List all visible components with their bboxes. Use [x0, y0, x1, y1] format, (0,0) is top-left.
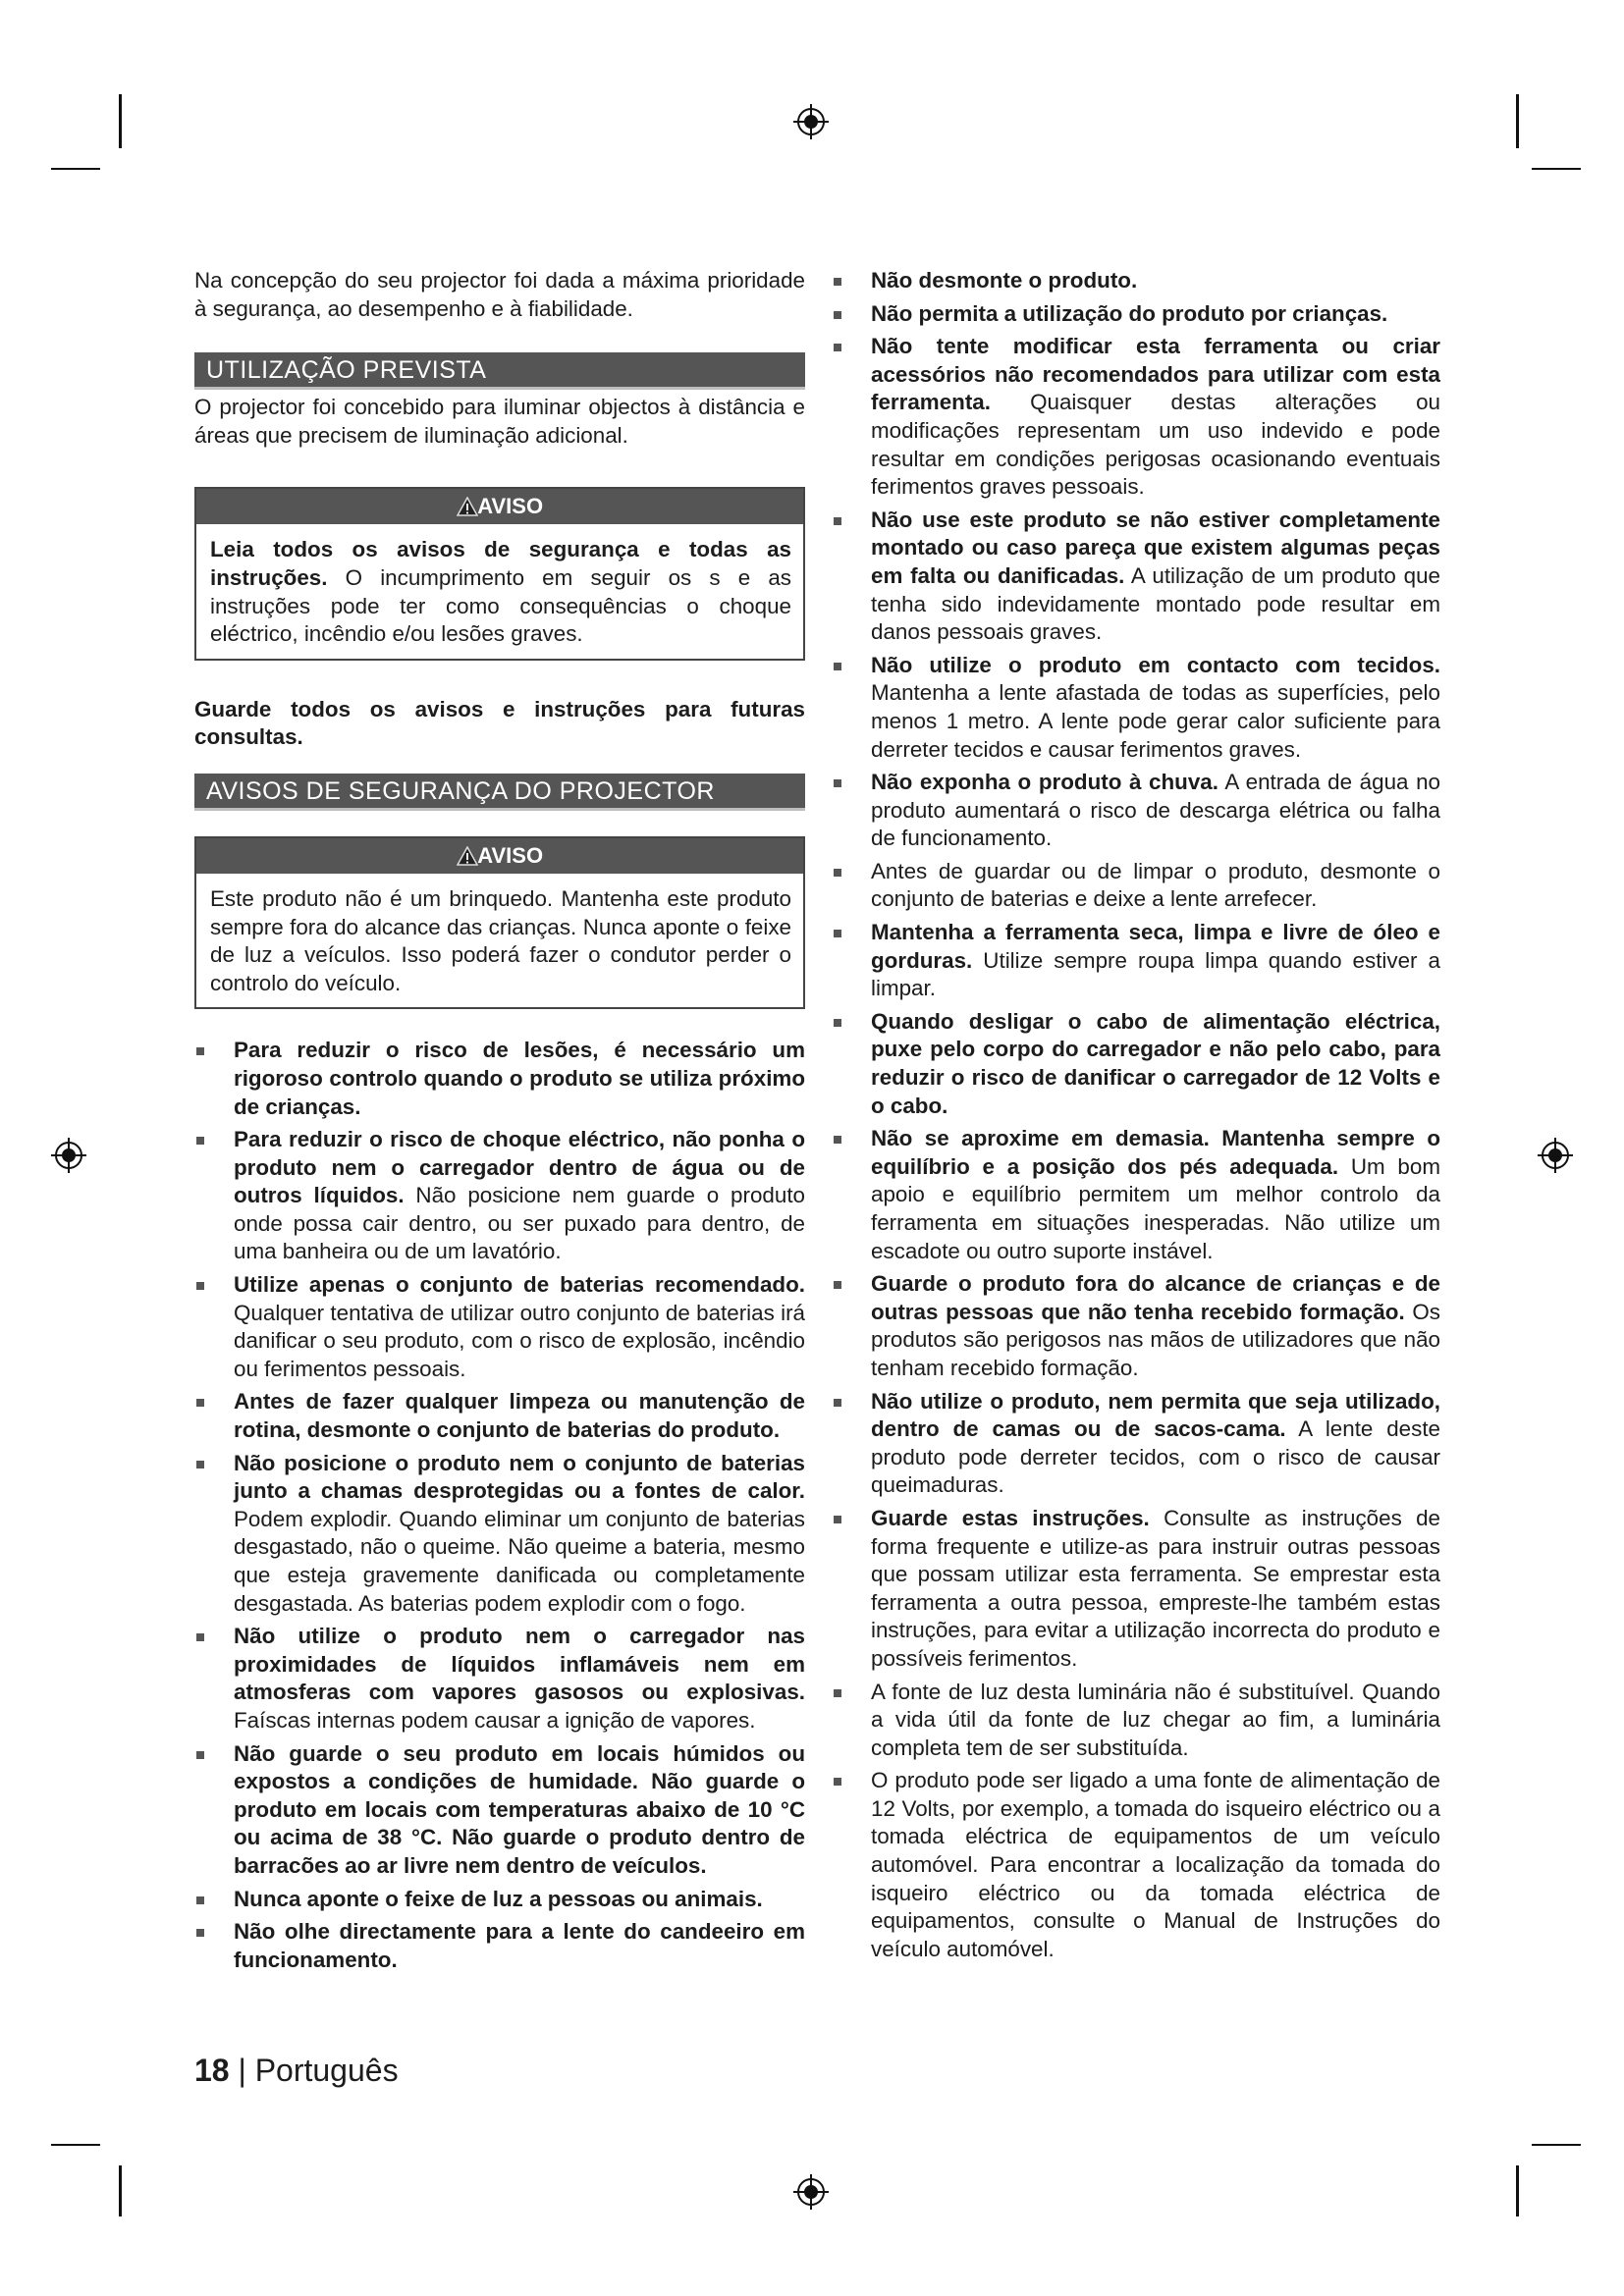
- crop-mark: [119, 94, 122, 148]
- right-bullet-list: [832, 267, 1440, 1963]
- left-column: [194, 267, 805, 1979]
- intro-paragraph: Na concepção do seu projector foi dada a máxima prioridade à segurança, ao desempenho e à fiabilidade.: [194, 268, 805, 321]
- crop-mark: [1532, 168, 1581, 170]
- list-item: Guarde estas instruções. Consulte as instruções de forma frequente e utilize-as para instruir outras pessoas que possam utilizar esta ferramenta. Se emprestar esta ferramenta a outra pessoa, empreste-lhe também estas instruções, para evitar a utilização incorrecta do produto e possíveis ferimentos.: [832, 1505, 1440, 1674]
- list-item: Não use este produto se não estiver completamente montado ou caso pareça que existem algumas peças em falta ou danificadas. A utilização de um produto que tenha sido indevidamente montado pode resultar em danos pessoais graves.: [832, 507, 1440, 647]
- bullet-square-icon: [834, 1136, 841, 1144]
- bullet-square-icon: [834, 1778, 841, 1786]
- bullet-square-icon: [196, 1896, 204, 1904]
- list-item: Não desmonte o produto.: [832, 267, 1440, 295]
- footer-separator: |: [238, 2053, 246, 2088]
- page-number: 18: [194, 2053, 230, 2088]
- bullet-square-icon: [196, 1929, 204, 1937]
- intended-use-paragraph: O projector foi concebido para iluminar objectos à distância e áreas que precisem de iluminação adicional.: [194, 395, 805, 448]
- bullet-square-icon: [834, 1399, 841, 1407]
- list-item: Para reduzir o risco de choque eléctrico, não ponha o produto nem o carregador dentro de água ou de outros líquidos. Não posicione nem guarde o produto onde possa cair dentro, ou ser puxado para dentro, de uma banheira ou de um lavatório.: [194, 1126, 805, 1266]
- bullet-square-icon: [834, 1281, 841, 1289]
- bullet-square-icon: [834, 1019, 841, 1027]
- crop-mark: [1532, 2144, 1581, 2146]
- keep-instructions-note: Guarde todos os avisos e instruções para futuras consultas.: [194, 696, 805, 750]
- bullet-square-icon: [196, 1751, 204, 1759]
- warning-title-text: AVISO: [477, 842, 544, 868]
- left-bullet-list: [194, 1037, 805, 1974]
- warning-box: [194, 487, 805, 660]
- list-item: Utilize apenas o conjunto de baterias recomendado. Qualquer tentativa de utilizar outro conjunto de baterias irá danificar o seu produto, com o risco de explosão, incêndio ou ferimentos pessoais.: [194, 1271, 805, 1383]
- warning-triangle-icon: [457, 497, 478, 516]
- bullet-square-icon: [834, 517, 841, 525]
- bullet-square-icon: [196, 1633, 204, 1641]
- footer-language: Português: [254, 2053, 399, 2088]
- list-item: Não utilize o produto nem o carregador nas proximidades de líquidos inflamáveis nem em atmosferas com vapores gasosos ou explosivas. Faíscas internas podem causar a ignição de vapores.: [194, 1623, 805, 1735]
- list-item: Não utilize o produto, nem permita que seja utilizado, dentro de camas ou de sacos-cama. A lente deste produto pode derreter tecidos, com o risco de causar queimaduras.: [832, 1388, 1440, 1500]
- bullet-square-icon: [834, 278, 841, 286]
- warning-body-text: O incumprimento em seguir os s e as instruções pode ter como consequências o choque eléctrico, incêndio e/ou lesões graves.: [210, 564, 791, 647]
- list-item: Mantenha a ferramenta seca, limpa e livre de óleo e gorduras. Utilize sempre roupa limpa quando estiver a limpar.: [832, 919, 1440, 1003]
- list-item: Não tente modificar esta ferramenta ou criar acessórios não recomendados para utilizar com esta ferramenta. Quaisquer destas alterações ou modificações representam um uso indevido e pode resultar em condições perigosas ocasionando eventuais ferimentos graves pessoais.: [832, 333, 1440, 502]
- list-item: A fonte de luz desta luminária não é substituível. Quando a vida útil da fonte de luz chegar ao fim, a luminária completa tem de ser substituída.: [832, 1679, 1440, 1763]
- bullet-square-icon: [834, 344, 841, 351]
- bullet-square-icon: [834, 663, 841, 670]
- page-footer: [194, 2053, 399, 2089]
- registration-mark-icon: [51, 1138, 86, 1173]
- bullet-square-icon: [196, 1282, 204, 1290]
- crop-mark: [51, 168, 100, 170]
- warning-body: [196, 524, 803, 658]
- list-item: Guarde o produto fora do alcance de crianças e de outras pessoas que não tenha recebido formação. Os produtos são perigosos nas mãos de utilizadores que não tenham recebido formação.: [832, 1270, 1440, 1382]
- bullet-square-icon: [196, 1137, 204, 1145]
- warning-triangle-icon: [457, 846, 478, 866]
- bullet-square-icon: [834, 869, 841, 877]
- list-item: Não posicione o produto nem o conjunto de baterias junto a chamas desprotegidas ou a fontes de calor. Podem explodir. Quando eliminar um conjunto de baterias desgastado, não o queime. Não queime a bateria, mesmo que esteja gravemente danificada ou completamente desgastada. As baterias podem explodir com o fogo.: [194, 1450, 805, 1619]
- list-item: Antes de fazer qualquer limpeza ou manutenção de rotina, desmonte o conjunto de baterias do produto.: [194, 1388, 805, 1444]
- registration-mark-icon: [793, 2174, 829, 2210]
- warning-title: [196, 838, 803, 874]
- list-item: Para reduzir o risco de lesões, é necessário um rigoroso controlo quando o produto se utiliza próximo de crianças.: [194, 1037, 805, 1121]
- list-item: Não se aproxime em demasia. Mantenha sempre o equilíbrio e a posição dos pés adequada. Um bom apoio e equilíbrio permitem um melhor controlo da ferramenta em situações inesperadas. Não utilize um escadote ou outro suporte instável.: [832, 1125, 1440, 1265]
- bullet-square-icon: [834, 779, 841, 787]
- crop-mark: [1516, 2165, 1519, 2216]
- bullet-square-icon: [196, 1047, 204, 1055]
- warning-body-bold: Leia todos os avisos de segurança e todas as instruções.: [210, 537, 791, 590]
- crop-mark: [51, 2144, 100, 2146]
- list-item: Antes de guardar ou de limpar o produto, desmonte o conjunto de baterias e deixe a lente arrefecer.: [832, 858, 1440, 914]
- bullet-square-icon: [196, 1461, 204, 1468]
- warning-box: [194, 836, 805, 1009]
- list-item: Quando desligar o cabo de alimentação eléctrica, puxe pelo corpo do carregador e não pelo cabo, para reduzir o risco de danificar o carregador de 12 Volts e o cabo.: [832, 1008, 1440, 1120]
- bullet-square-icon: [834, 1689, 841, 1697]
- crop-mark: [119, 2165, 122, 2216]
- bullet-square-icon: [834, 311, 841, 319]
- warning-title: [196, 489, 803, 524]
- section-header-safety-warnings: AVISOS DE SEGURANÇA DO PROJECTOR: [194, 774, 805, 811]
- list-item: Não olhe directamente para a lente do candeeiro em funcionamento.: [194, 1918, 805, 1974]
- warning-title-text: AVISO: [477, 494, 544, 519]
- list-item: Nunca aponte o feixe de luz a pessoas ou animais.: [194, 1886, 805, 1914]
- registration-mark-icon: [1538, 1138, 1573, 1173]
- list-item: Não utilize o produto em contacto com tecidos. Mantenha a lente afastada de todas as superfícies, pelo menos 1 metro. A lente pode gerar calor suficiente para derreter tecidos e causar ferimentos graves.: [832, 652, 1440, 764]
- registration-mark-icon: [793, 104, 829, 139]
- crop-mark: [1516, 94, 1519, 148]
- list-item: O produto pode ser ligado a uma fonte de alimentação de 12 Volts, por exemplo, a tomada do isqueiro eléctrico ou a tomada eléctrica de equipamentos de um veículo automóvel. Para encontrar a localização da tomada do isqueiro eléctrico ou da tomada eléctrica de equipamentos, consulte o Manual de Instruções do veículo automóvel.: [832, 1767, 1440, 1963]
- list-item: Não exponha o produto à chuva. A entrada de água no produto aumentará o risco de descarga elétrica ou falha de funcionamento.: [832, 769, 1440, 853]
- bullet-square-icon: [196, 1399, 204, 1407]
- right-column: [832, 267, 1440, 1968]
- list-item: Não permita a utilização do produto por crianças.: [832, 300, 1440, 329]
- warning-body: Este produto não é um brinquedo. Mantenha este produto sempre fora do alcance das crianças. Nunca aponte o feixe de luz a veículos. Isso poderá fazer o condutor perder o controlo do veículo.: [210, 885, 791, 995]
- bullet-square-icon: [834, 1516, 841, 1523]
- bullet-square-icon: [834, 930, 841, 937]
- list-item: Não guarde o seu produto em locais húmidos ou expostos a condições de humidade. Não guarde o produto em locais com temperaturas abaixo de 10 °C ou acima de 38 °C. Não guarde o produto dentro de barracões ao ar livre nem dentro de veículos.: [194, 1740, 805, 1881]
- section-header-intended-use: UTILIZAÇÃO PREVISTA: [194, 352, 805, 390]
